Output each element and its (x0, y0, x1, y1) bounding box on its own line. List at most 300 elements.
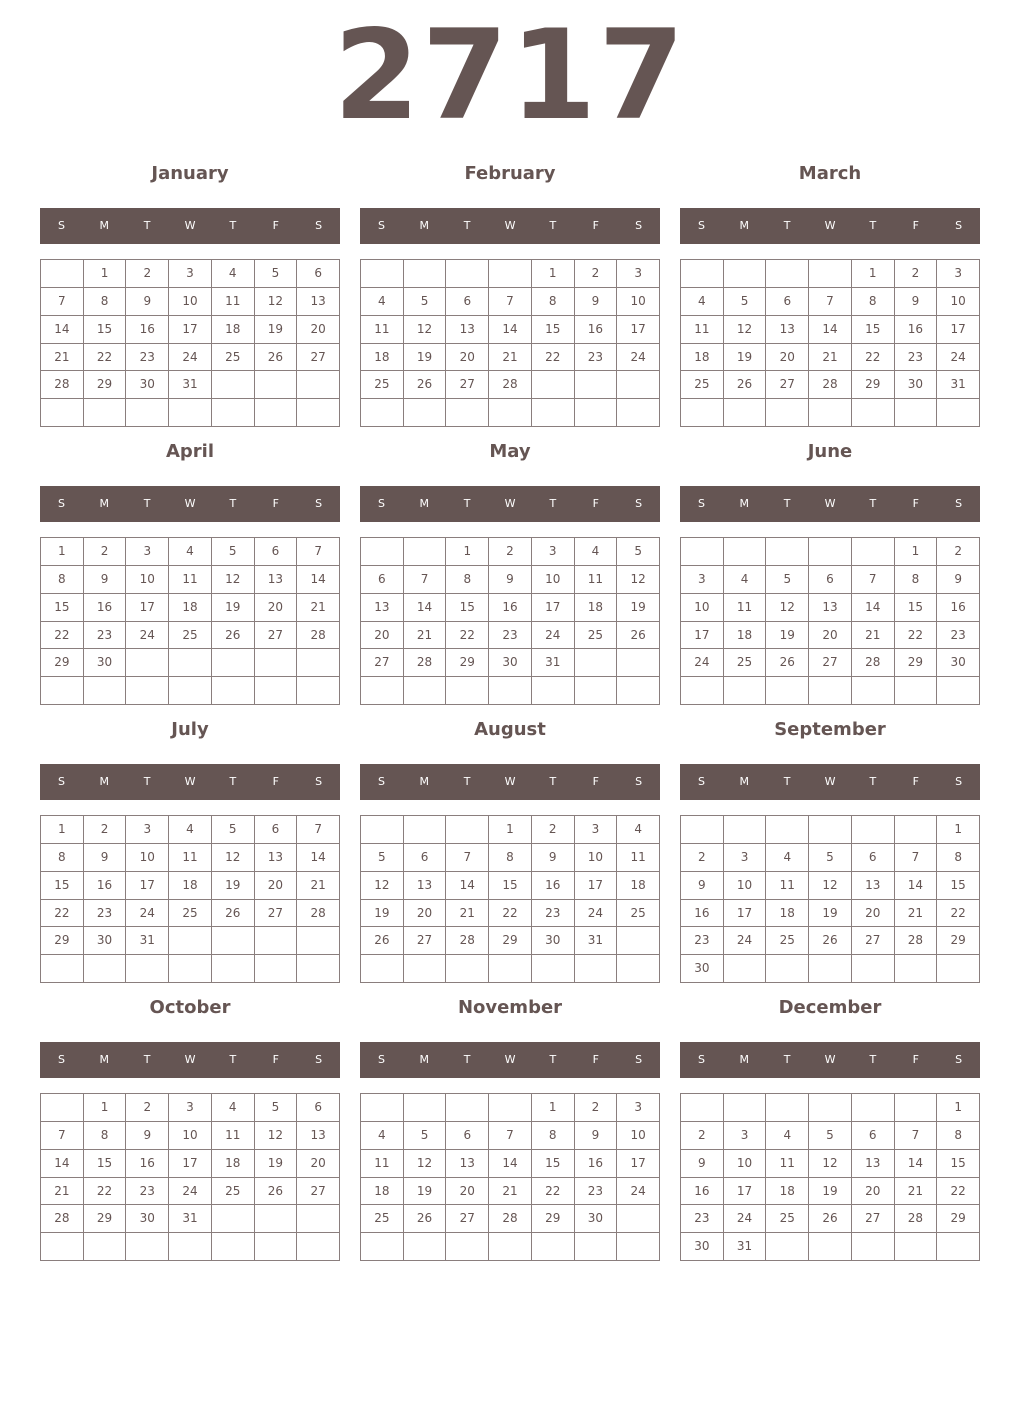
day-cell: 12 (255, 1122, 298, 1150)
day-cell: 6 (255, 816, 298, 844)
empty-cell (895, 1094, 938, 1122)
empty-cell (255, 1205, 298, 1233)
day-cell: 19 (212, 872, 255, 900)
day-cell: 23 (681, 1205, 724, 1233)
day-cell: 19 (255, 316, 298, 344)
day-cell: 7 (41, 1122, 84, 1150)
day-cell: 29 (489, 927, 532, 955)
weekday-header (680, 208, 980, 244)
day-cell: 24 (169, 1178, 212, 1206)
day-cell: 25 (681, 371, 724, 399)
day-cell: 4 (169, 816, 212, 844)
day-cell: 17 (724, 1178, 767, 1206)
day-cell: 14 (489, 1150, 532, 1178)
weekday-label: S (697, 219, 705, 232)
day-cell: 16 (681, 1178, 724, 1206)
weekday-header (40, 486, 340, 522)
day-cell: 24 (169, 344, 212, 372)
day-cell: 29 (41, 927, 84, 955)
day-cell: 2 (575, 1094, 618, 1122)
weekday-label: F (592, 775, 599, 788)
day-cell: 2 (126, 1094, 169, 1122)
day-cell: 13 (446, 316, 489, 344)
day-cell: 1 (84, 1094, 127, 1122)
day-cell: 19 (255, 1150, 298, 1178)
empty-cell (575, 399, 618, 427)
day-cell: 16 (895, 316, 938, 344)
day-cell: 17 (937, 316, 980, 344)
day-cell: 30 (489, 649, 532, 677)
empty-cell (212, 955, 255, 983)
day-cell: 9 (84, 844, 127, 872)
day-cell: 24 (937, 344, 980, 372)
day-cell: 30 (575, 1205, 618, 1233)
weekday-label: S (635, 219, 643, 232)
day-cell: 10 (724, 1150, 767, 1178)
day-cell: 6 (809, 566, 852, 594)
day-cell: 28 (489, 1205, 532, 1233)
day-cell: 18 (361, 1178, 404, 1206)
day-cell: 30 (895, 371, 938, 399)
day-cell: 2 (681, 1122, 724, 1150)
day-cell: 9 (575, 288, 618, 316)
empty-cell (532, 677, 575, 705)
day-cell: 29 (937, 1205, 980, 1233)
day-cell: 7 (809, 288, 852, 316)
day-cell: 28 (489, 371, 532, 399)
empty-cell (255, 399, 298, 427)
weekday-label: M (419, 219, 430, 232)
day-cell: 11 (169, 566, 212, 594)
day-cell: 17 (126, 594, 169, 622)
day-cell: 1 (532, 260, 575, 288)
day-cell: 17 (617, 1150, 660, 1178)
empty-cell (681, 1094, 724, 1122)
day-cell: 7 (297, 538, 340, 566)
day-cell: 16 (681, 900, 724, 928)
month-name: June (807, 441, 853, 462)
weekday-header (40, 1042, 340, 1078)
day-cell: 3 (681, 566, 724, 594)
day-cell: 10 (617, 288, 660, 316)
day-cell: 30 (681, 1233, 724, 1261)
empty-cell (255, 649, 298, 677)
day-cell: 29 (895, 649, 938, 677)
day-cell: 12 (255, 288, 298, 316)
day-cell: 31 (724, 1233, 767, 1261)
day-cell: 27 (297, 344, 340, 372)
empty-cell (489, 955, 532, 983)
day-cell: 16 (489, 594, 532, 622)
weekday-label: W (824, 219, 836, 232)
day-cell: 16 (126, 1150, 169, 1178)
empty-cell (809, 260, 852, 288)
weekday-label: S (635, 1053, 643, 1066)
day-cell: 27 (446, 371, 489, 399)
day-cell: 11 (724, 594, 767, 622)
empty-cell (852, 538, 895, 566)
day-cell: 25 (575, 622, 618, 650)
empty-cell (297, 399, 340, 427)
day-cell: 12 (809, 872, 852, 900)
day-cell: 11 (617, 844, 660, 872)
empty-cell (446, 1233, 489, 1261)
day-cell: 23 (489, 622, 532, 650)
weekday-label: T (549, 775, 557, 788)
day-cell: 23 (84, 622, 127, 650)
day-cell: 15 (937, 872, 980, 900)
empty-cell (809, 1233, 852, 1261)
day-cell: 9 (84, 566, 127, 594)
day-cell: 5 (724, 288, 767, 316)
month-name: January (151, 163, 229, 184)
weekday-label: S (315, 775, 323, 788)
day-cell: 25 (724, 649, 767, 677)
day-cell: 18 (169, 872, 212, 900)
day-cell: 1 (84, 260, 127, 288)
day-cell: 27 (361, 649, 404, 677)
day-cell: 20 (809, 622, 852, 650)
day-cell: 9 (681, 872, 724, 900)
day-cell: 25 (169, 622, 212, 650)
empty-cell (575, 649, 618, 677)
empty-cell (809, 1094, 852, 1122)
day-cell: 21 (489, 1178, 532, 1206)
day-cell: 2 (937, 538, 980, 566)
empty-cell (361, 1094, 404, 1122)
day-cell: 24 (126, 622, 169, 650)
weekday-label: F (272, 775, 279, 788)
weekday-label: M (739, 1053, 750, 1066)
day-cell: 28 (895, 927, 938, 955)
day-cell: 19 (766, 622, 809, 650)
day-cell: 22 (446, 622, 489, 650)
day-cell: 1 (937, 816, 980, 844)
weekday-label: T (783, 497, 791, 510)
day-cell: 11 (766, 872, 809, 900)
day-cell: 28 (41, 1205, 84, 1233)
day-grid (680, 1093, 980, 1261)
empty-cell (255, 1233, 298, 1261)
day-cell: 4 (169, 538, 212, 566)
day-cell: 2 (895, 260, 938, 288)
day-cell: 13 (852, 1150, 895, 1178)
day-cell: 29 (446, 649, 489, 677)
day-cell: 22 (41, 900, 84, 928)
empty-cell (724, 399, 767, 427)
day-cell: 3 (169, 1094, 212, 1122)
day-cell: 5 (212, 538, 255, 566)
month-name: March (798, 163, 862, 184)
day-cell: 29 (852, 371, 895, 399)
day-cell: 19 (809, 900, 852, 928)
empty-cell (446, 1094, 489, 1122)
weekday-label: S (697, 1053, 705, 1066)
day-cell: 14 (852, 594, 895, 622)
empty-cell (169, 399, 212, 427)
empty-cell (681, 538, 724, 566)
empty-cell (41, 955, 84, 983)
empty-cell (489, 1094, 532, 1122)
day-cell: 14 (895, 1150, 938, 1178)
day-cell: 22 (84, 344, 127, 372)
day-cell: 2 (489, 538, 532, 566)
weekday-label: S (635, 775, 643, 788)
day-cell: 14 (809, 316, 852, 344)
empty-cell (766, 260, 809, 288)
day-cell: 14 (41, 316, 84, 344)
weekday-header (40, 764, 340, 800)
day-cell: 8 (84, 288, 127, 316)
empty-cell (617, 927, 660, 955)
empty-cell (937, 677, 980, 705)
day-cell: 12 (404, 316, 447, 344)
empty-cell (895, 399, 938, 427)
weekday-label: F (272, 219, 279, 232)
weekday-label: W (504, 1053, 516, 1066)
day-cell: 10 (937, 288, 980, 316)
day-cell: 27 (446, 1205, 489, 1233)
day-cell: 4 (575, 538, 618, 566)
day-cell: 24 (532, 622, 575, 650)
day-cell: 23 (126, 1178, 169, 1206)
day-cell: 14 (297, 844, 340, 872)
day-cell: 12 (212, 566, 255, 594)
empty-cell (766, 816, 809, 844)
empty-cell (212, 1233, 255, 1261)
empty-cell (41, 677, 84, 705)
empty-cell (617, 371, 660, 399)
day-cell: 28 (809, 371, 852, 399)
day-cell: 9 (532, 844, 575, 872)
weekday-label: W (504, 497, 516, 510)
day-cell: 4 (724, 566, 767, 594)
day-cell: 22 (532, 344, 575, 372)
day-cell: 19 (212, 594, 255, 622)
empty-cell (84, 955, 127, 983)
day-cell: 17 (617, 316, 660, 344)
weekday-label: T (143, 1053, 151, 1066)
weekday-label: F (272, 497, 279, 510)
weekday-label: M (419, 497, 430, 510)
empty-cell (361, 260, 404, 288)
empty-cell (681, 677, 724, 705)
day-cell: 30 (126, 1205, 169, 1233)
day-cell: 14 (297, 566, 340, 594)
day-cell: 21 (404, 622, 447, 650)
day-cell: 27 (852, 927, 895, 955)
day-cell: 10 (126, 566, 169, 594)
day-cell: 6 (852, 1122, 895, 1150)
day-cell: 26 (809, 1205, 852, 1233)
empty-cell (852, 955, 895, 983)
day-cell: 1 (532, 1094, 575, 1122)
day-cell: 13 (255, 566, 298, 594)
day-cell: 21 (446, 900, 489, 928)
day-cell: 6 (446, 288, 489, 316)
day-cell: 9 (126, 288, 169, 316)
day-cell: 6 (255, 538, 298, 566)
day-cell: 25 (212, 344, 255, 372)
month-name: February (464, 163, 556, 184)
empty-cell (724, 816, 767, 844)
empty-cell (297, 1205, 340, 1233)
day-cell: 8 (895, 566, 938, 594)
day-cell: 18 (724, 622, 767, 650)
empty-cell (852, 1233, 895, 1261)
day-cell: 7 (895, 844, 938, 872)
day-cell: 4 (361, 1122, 404, 1150)
empty-cell (126, 677, 169, 705)
day-cell: 22 (852, 344, 895, 372)
weekday-label: S (57, 219, 65, 232)
day-cell: 3 (126, 538, 169, 566)
day-cell: 18 (575, 594, 618, 622)
day-cell: 20 (297, 1150, 340, 1178)
day-cell: 20 (297, 316, 340, 344)
weekday-label: T (783, 775, 791, 788)
weekday-label: W (824, 775, 836, 788)
day-cell: 8 (41, 844, 84, 872)
day-cell: 17 (681, 622, 724, 650)
empty-cell (532, 1233, 575, 1261)
day-cell: 20 (852, 1178, 895, 1206)
empty-cell (575, 371, 618, 399)
empty-cell (446, 399, 489, 427)
day-grid (40, 537, 340, 705)
day-cell: 4 (361, 288, 404, 316)
empty-cell (617, 677, 660, 705)
day-cell: 1 (852, 260, 895, 288)
empty-cell (446, 955, 489, 983)
empty-cell (809, 677, 852, 705)
day-cell: 26 (404, 1205, 447, 1233)
weekday-label: S (57, 497, 65, 510)
day-cell: 27 (766, 371, 809, 399)
day-cell: 28 (852, 649, 895, 677)
day-cell: 27 (404, 927, 447, 955)
empty-cell (852, 677, 895, 705)
day-cell: 29 (84, 1205, 127, 1233)
day-cell: 16 (575, 316, 618, 344)
empty-cell (404, 260, 447, 288)
day-cell: 26 (255, 1178, 298, 1206)
empty-cell (724, 260, 767, 288)
empty-cell (169, 927, 212, 955)
day-cell: 7 (489, 288, 532, 316)
day-cell: 15 (489, 872, 532, 900)
empty-cell (895, 1233, 938, 1261)
day-cell: 15 (532, 316, 575, 344)
weekday-label: S (377, 775, 385, 788)
day-cell: 3 (575, 816, 618, 844)
weekday-label: S (697, 775, 705, 788)
day-cell: 10 (617, 1122, 660, 1150)
day-cell: 17 (169, 1150, 212, 1178)
day-cell: 7 (41, 288, 84, 316)
empty-cell (852, 399, 895, 427)
empty-cell (41, 1233, 84, 1261)
day-cell: 22 (41, 622, 84, 650)
day-cell: 3 (532, 538, 575, 566)
weekday-label: S (377, 1053, 385, 1066)
day-cell: 30 (532, 927, 575, 955)
day-cell: 23 (575, 344, 618, 372)
weekday-label: T (463, 497, 471, 510)
month-name: April (165, 441, 215, 462)
day-cell: 5 (617, 538, 660, 566)
weekday-label: W (184, 219, 196, 232)
empty-cell (404, 399, 447, 427)
day-cell: 26 (361, 927, 404, 955)
empty-cell (297, 371, 340, 399)
day-grid (680, 259, 980, 427)
empty-cell (297, 677, 340, 705)
day-cell: 26 (617, 622, 660, 650)
weekday-label: F (592, 219, 599, 232)
day-cell: 19 (724, 344, 767, 372)
day-cell: 27 (297, 1178, 340, 1206)
day-cell: 23 (937, 622, 980, 650)
empty-cell (852, 816, 895, 844)
empty-cell (169, 677, 212, 705)
day-cell: 4 (681, 288, 724, 316)
month-name: August (474, 719, 546, 740)
day-cell: 20 (852, 900, 895, 928)
day-cell: 24 (617, 344, 660, 372)
weekday-label: T (869, 497, 877, 510)
day-grid (40, 815, 340, 983)
day-cell: 23 (575, 1178, 618, 1206)
day-cell: 31 (575, 927, 618, 955)
day-cell: 16 (84, 872, 127, 900)
month-name: December (778, 997, 882, 1018)
day-cell: 13 (852, 872, 895, 900)
day-cell: 28 (895, 1205, 938, 1233)
empty-cell (126, 399, 169, 427)
day-cell: 20 (766, 344, 809, 372)
day-cell: 24 (575, 900, 618, 928)
empty-cell (766, 677, 809, 705)
empty-cell (575, 677, 618, 705)
day-cell: 23 (895, 344, 938, 372)
day-cell: 6 (404, 844, 447, 872)
weekday-label: M (99, 1053, 110, 1066)
day-cell: 11 (212, 1122, 255, 1150)
day-grid (680, 815, 980, 983)
day-cell: 28 (404, 649, 447, 677)
day-cell: 11 (766, 1150, 809, 1178)
day-cell: 12 (724, 316, 767, 344)
day-cell: 13 (809, 594, 852, 622)
day-cell: 10 (681, 594, 724, 622)
empty-cell (895, 816, 938, 844)
weekday-header (40, 208, 340, 244)
empty-cell (575, 1233, 618, 1261)
day-cell: 15 (84, 1150, 127, 1178)
weekday-label: S (955, 497, 963, 510)
empty-cell (766, 955, 809, 983)
day-cell: 11 (681, 316, 724, 344)
day-cell: 22 (84, 1178, 127, 1206)
day-cell: 8 (937, 1122, 980, 1150)
day-cell: 5 (361, 844, 404, 872)
weekday-header (680, 764, 980, 800)
weekday-label: T (143, 497, 151, 510)
day-cell: 15 (41, 872, 84, 900)
day-cell: 14 (404, 594, 447, 622)
empty-cell (446, 260, 489, 288)
